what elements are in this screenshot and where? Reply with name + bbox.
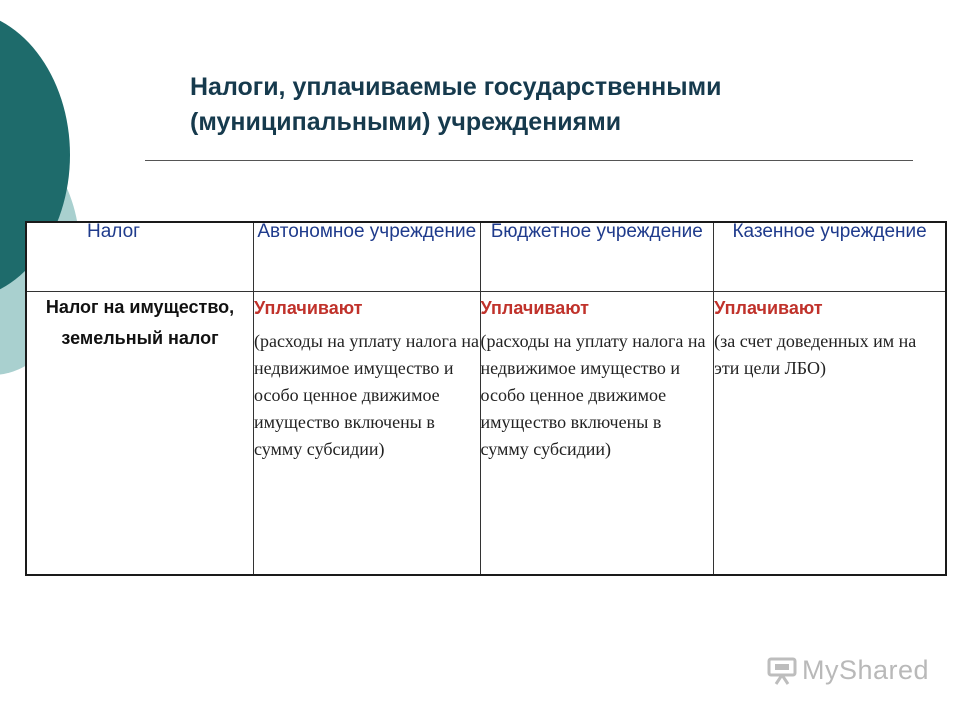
title-divider xyxy=(145,160,913,161)
status-pays: Уплачивают xyxy=(254,298,363,318)
status-pays: Уплачивают xyxy=(714,298,823,318)
myshared-watermark xyxy=(766,655,929,686)
watermark-text: MyShared xyxy=(802,655,930,685)
header-autonomous: Автономное учреждение xyxy=(254,222,481,292)
slide-title: Налоги, уплачиваемые государственными (муниципальными) учреждениями xyxy=(190,73,722,136)
tax-table xyxy=(25,221,947,576)
cell-note: (за счет доведенных им на эти цели ЛБО) xyxy=(714,331,917,378)
header-budget: Бюджетное учреждение xyxy=(480,222,714,292)
header-tax: Налог xyxy=(26,222,254,292)
row-label-property-land-tax: Налог на имущество, земельный налог xyxy=(26,292,254,576)
cell-note: (расходы на уплату налога на недвижимое имущество и особо ценное движимое имущество включены в сумму субсидии) xyxy=(254,331,479,459)
header-state-owned: Казенное учреждение xyxy=(714,222,946,292)
table-row xyxy=(26,292,946,576)
status-pays: Уплачивают xyxy=(480,298,589,318)
cell-note: (расходы на уплату налога на недвижимое имущество и особо ценное движимое имущество включены в сумму субсидии) xyxy=(480,331,706,459)
cell-budget xyxy=(480,292,714,576)
presentation-board-icon xyxy=(766,657,798,685)
table-header-row xyxy=(26,222,946,292)
cell-autonomous xyxy=(254,292,481,576)
cell-state-owned xyxy=(714,292,946,576)
